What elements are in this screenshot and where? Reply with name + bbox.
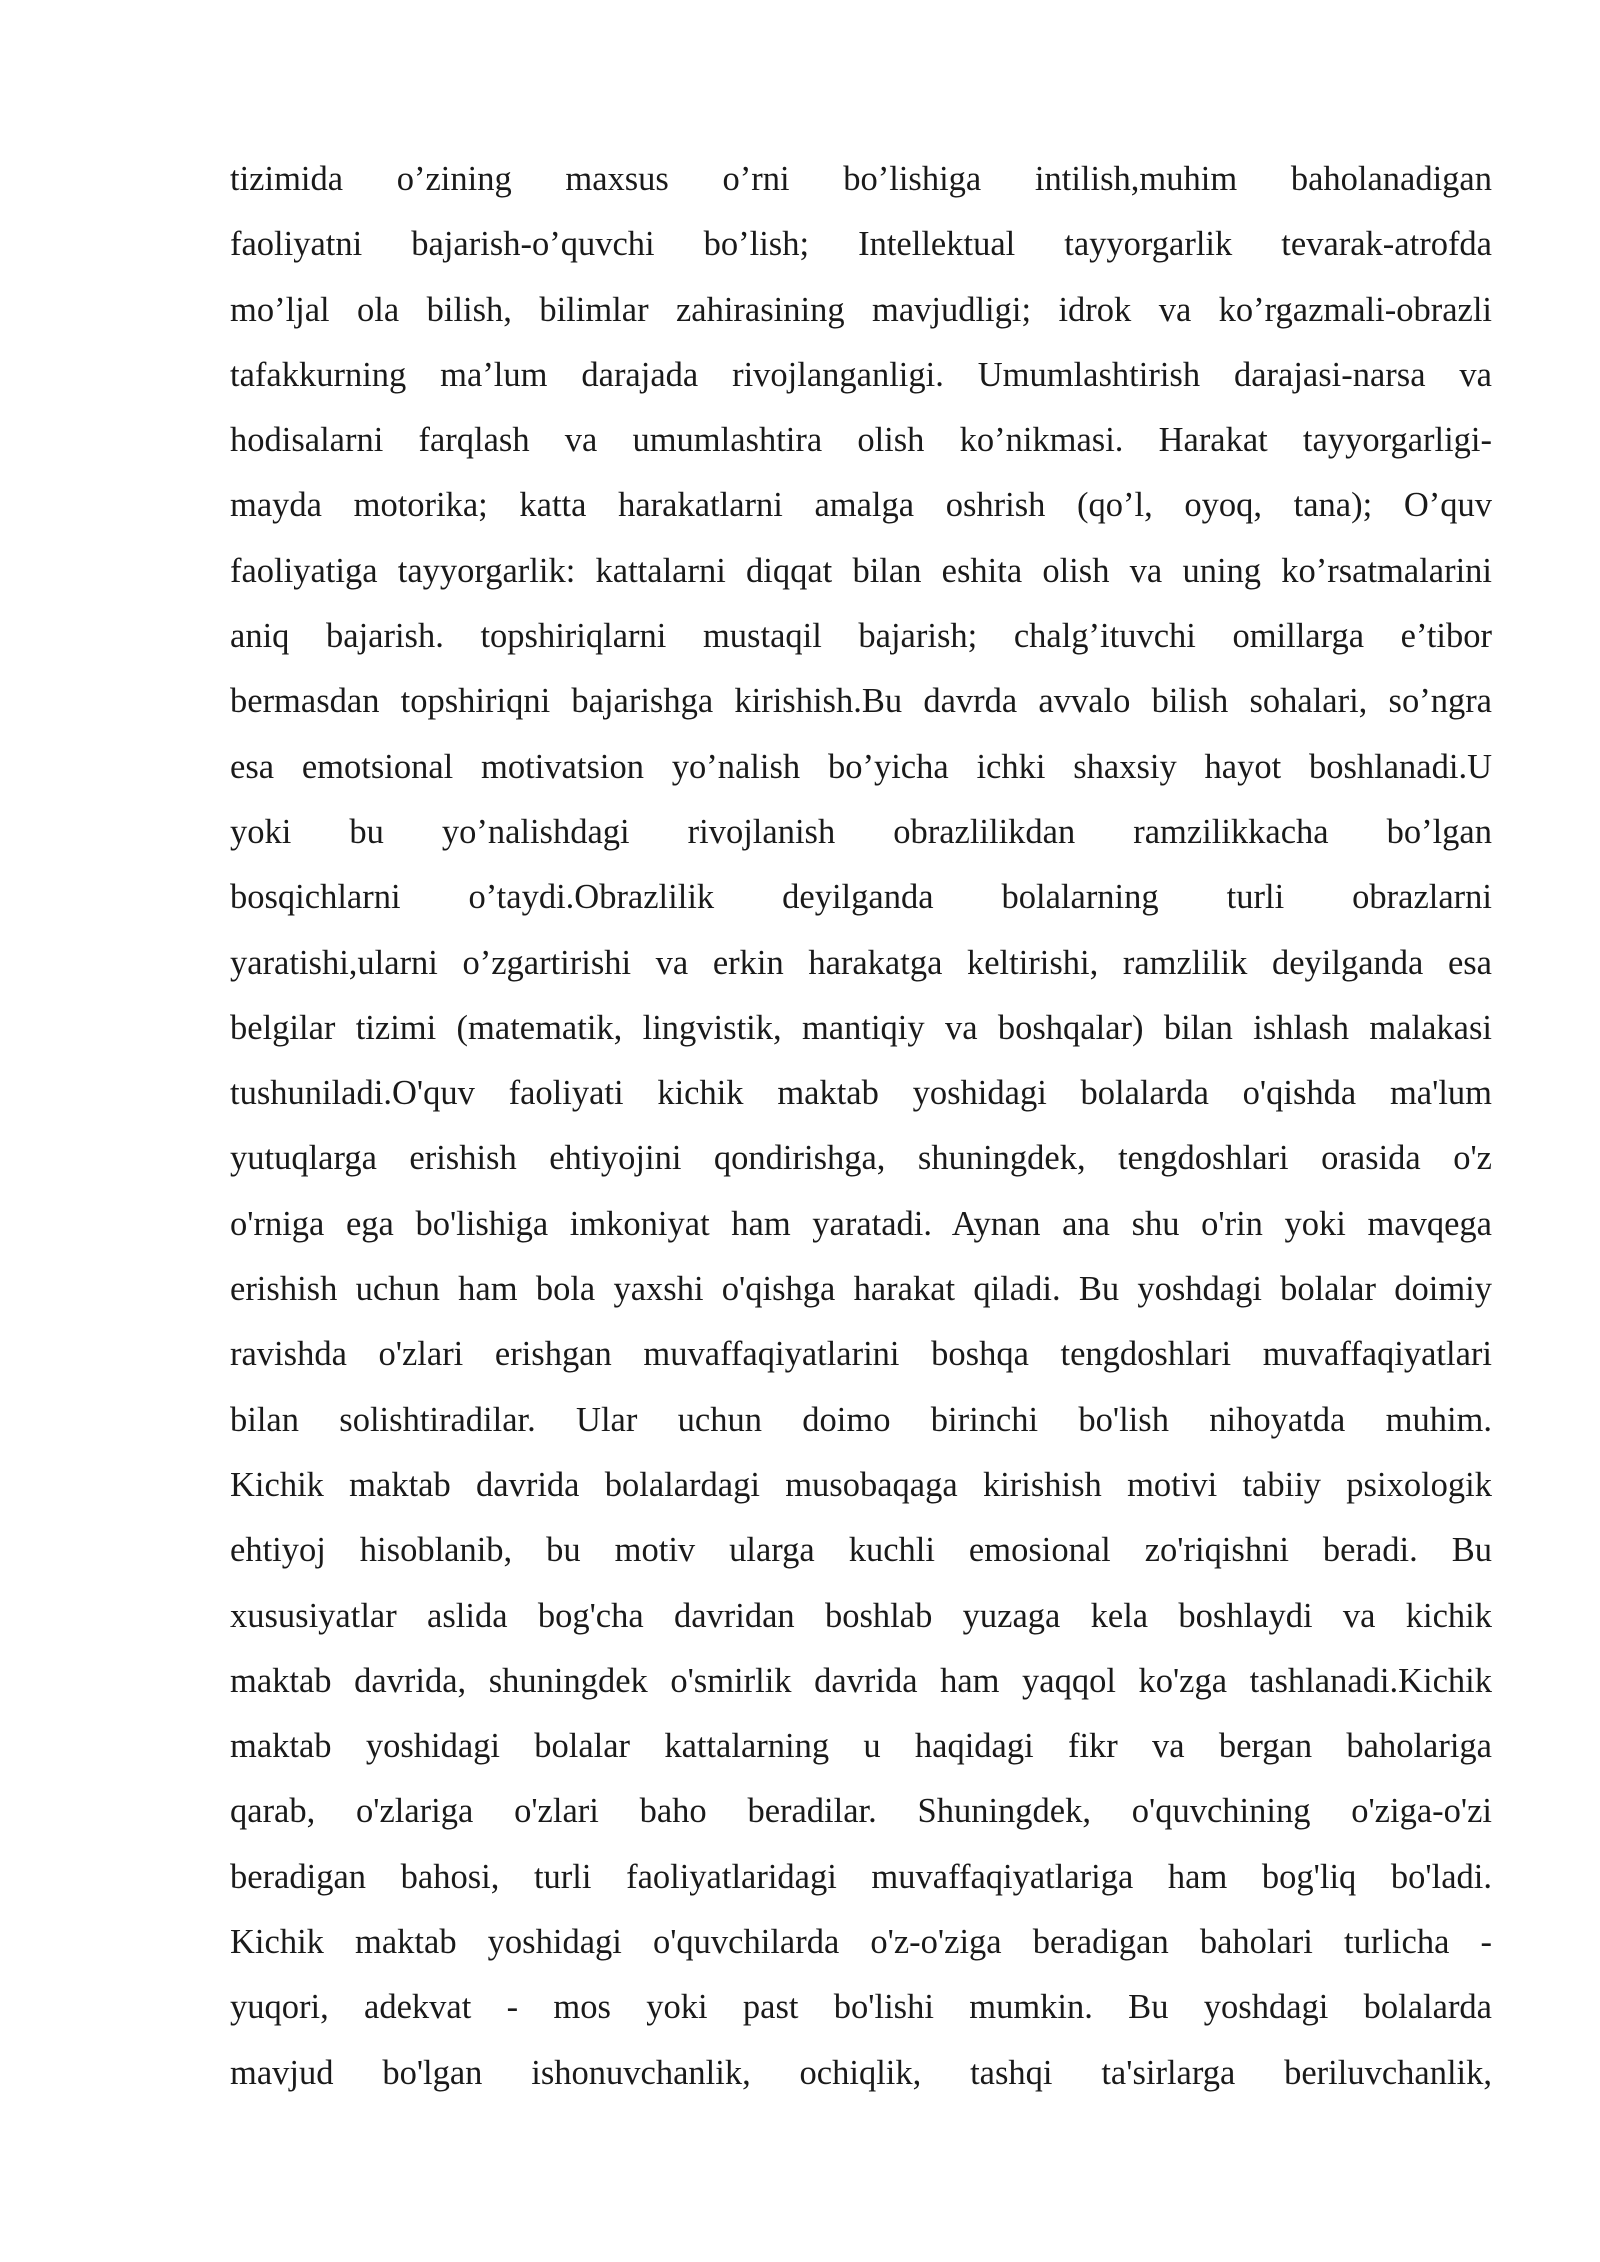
- text-line: aniq bajarish. topshiriqlarni mustaqil bajarish; chalg’ituvchi omillarga e’tibor: [230, 617, 1492, 656]
- text-line: o'rniga ega bo'lishiga imkoniyat ham yaratadi. Aynan ana shu o'rin yoki mavqega: [230, 1204, 1492, 1243]
- text-line: maktab davrida, shuningdek o'smirlik davrida ham yaqqol ko'zga tashlanadi.Kichik: [230, 1661, 1492, 1700]
- text-line: faoliyatiga tayyorgarlik: kattalarni diqqat bilan eshita olish va uning ko’rsatmalarini: [230, 551, 1492, 590]
- text-line: beradigan bahosi, turli faoliyatlaridagi muvaffaqiyatlariga ham bog'liq bo'ladi.: [230, 1857, 1492, 1896]
- text-line: yaratishi,ularni o’zgartirishi va erkin harakatga keltirishi, ramzlilik deyilganda esa: [230, 943, 1492, 982]
- text-line: bilan solishtiradilar. Ular uchun doimo birinchi bo'lish nihoyatda muhim.: [230, 1400, 1492, 1439]
- text-line: Kichik maktab davrida bolalardagi musobaqaga kirishish motivi tabiiy psixologik: [230, 1465, 1492, 1504]
- text-line: faoliyatni bajarish-o’quvchi bo’lish; Intellektual tayyorgarlik tevarak-atrofda: [230, 225, 1492, 264]
- text-line: mo’ljal ola bilish, bilimlar zahirasining mavjudligi; idrok va ko’rgazmali-obrazli: [230, 290, 1492, 329]
- text-line: qarab, o'zlariga o'zlari baho beradilar. Shuningdek, o'quvchining o'ziga-o'zi: [230, 1792, 1492, 1831]
- text-line: bosqichlarni o’taydi.Obrazlilik deyilganda bolalarning turli obrazlarni: [230, 878, 1492, 917]
- text-line: bermasdan topshiriqni bajarishga kirishish.Bu davrda avvalo bilish sohalari, so’ngra: [230, 682, 1492, 721]
- text-line: yutuqlarga erishish ehtiyojini qondirishga, shuningdek, tengdoshlari orasida o'z: [230, 1139, 1492, 1178]
- text-line: hodisalarni farqlash va umumlashtira olish ko’nikmasi. Harakat tayyorgarligi-: [230, 421, 1492, 460]
- text-line: ravishda o'zlari erishgan muvaffaqiyatlarini boshqa tengdoshlari muvaffaqiyatlari: [230, 1335, 1492, 1374]
- text-line: belgilar tizimi (matematik, lingvistik, mantiqiy va boshqalar) bilan ishlash malakasi: [230, 1008, 1492, 1047]
- text-line: xususiyatlar aslida bog'cha davridan boshlab yuzaga kela boshlaydi va kichik: [230, 1596, 1492, 1635]
- text-line: yuqori, adekvat - mos yoki past bo'lishi mumkin. Bu yoshdagi bolalarda: [230, 1988, 1492, 2027]
- text-line: Kichik maktab yoshidagi o'quvchilarda o'z-o'ziga beradigan baholari turlicha -: [230, 1923, 1492, 1962]
- body-text: [230, 147, 1492, 2106]
- text-line: maktab yoshidagi bolalar kattalarning u haqidagi fikr va bergan baholariga: [230, 1727, 1492, 1766]
- text-line: yoki bu yo’nalishdagi rivojlanish obrazlilikdan ramzilikkacha bo’lgan: [230, 812, 1492, 851]
- text-line: tushuniladi.O'quv faoliyati kichik maktab yoshidagi bolalarda o'qishda ma'lum: [230, 1074, 1492, 1113]
- text-line: tafakkurning ma’lum darajada rivojlanganligi. Umumlashtirish darajasi-narsa va: [230, 355, 1492, 394]
- text-line: erishish uchun ham bola yaxshi o'qishga harakat qiladi. Bu yoshdagi bolalar doimiy: [230, 1270, 1492, 1309]
- text-line: mayda motorika; katta harakatlarni amalga oshrish (qo’l, oyoq, tana); O’quv: [230, 486, 1492, 525]
- text-line: ehtiyoj hisoblanib, bu motiv ularga kuchli emosional zo'riqishni beradi. Bu: [230, 1531, 1492, 1570]
- text-line: esa emotsional motivatsion yo’nalish bo’yicha ichki shaxsiy hayot boshlanadi.U: [230, 747, 1492, 786]
- text-line: tizimida o’zining maxsus o’rni bo’lishiga intilish,muhim baholanadigan: [230, 160, 1492, 198]
- text-line: mavjud bo'lgan ishonuvchanlik, ochiqlik, tashqi ta'sirlarga beriluvchanlik,: [230, 2053, 1492, 2092]
